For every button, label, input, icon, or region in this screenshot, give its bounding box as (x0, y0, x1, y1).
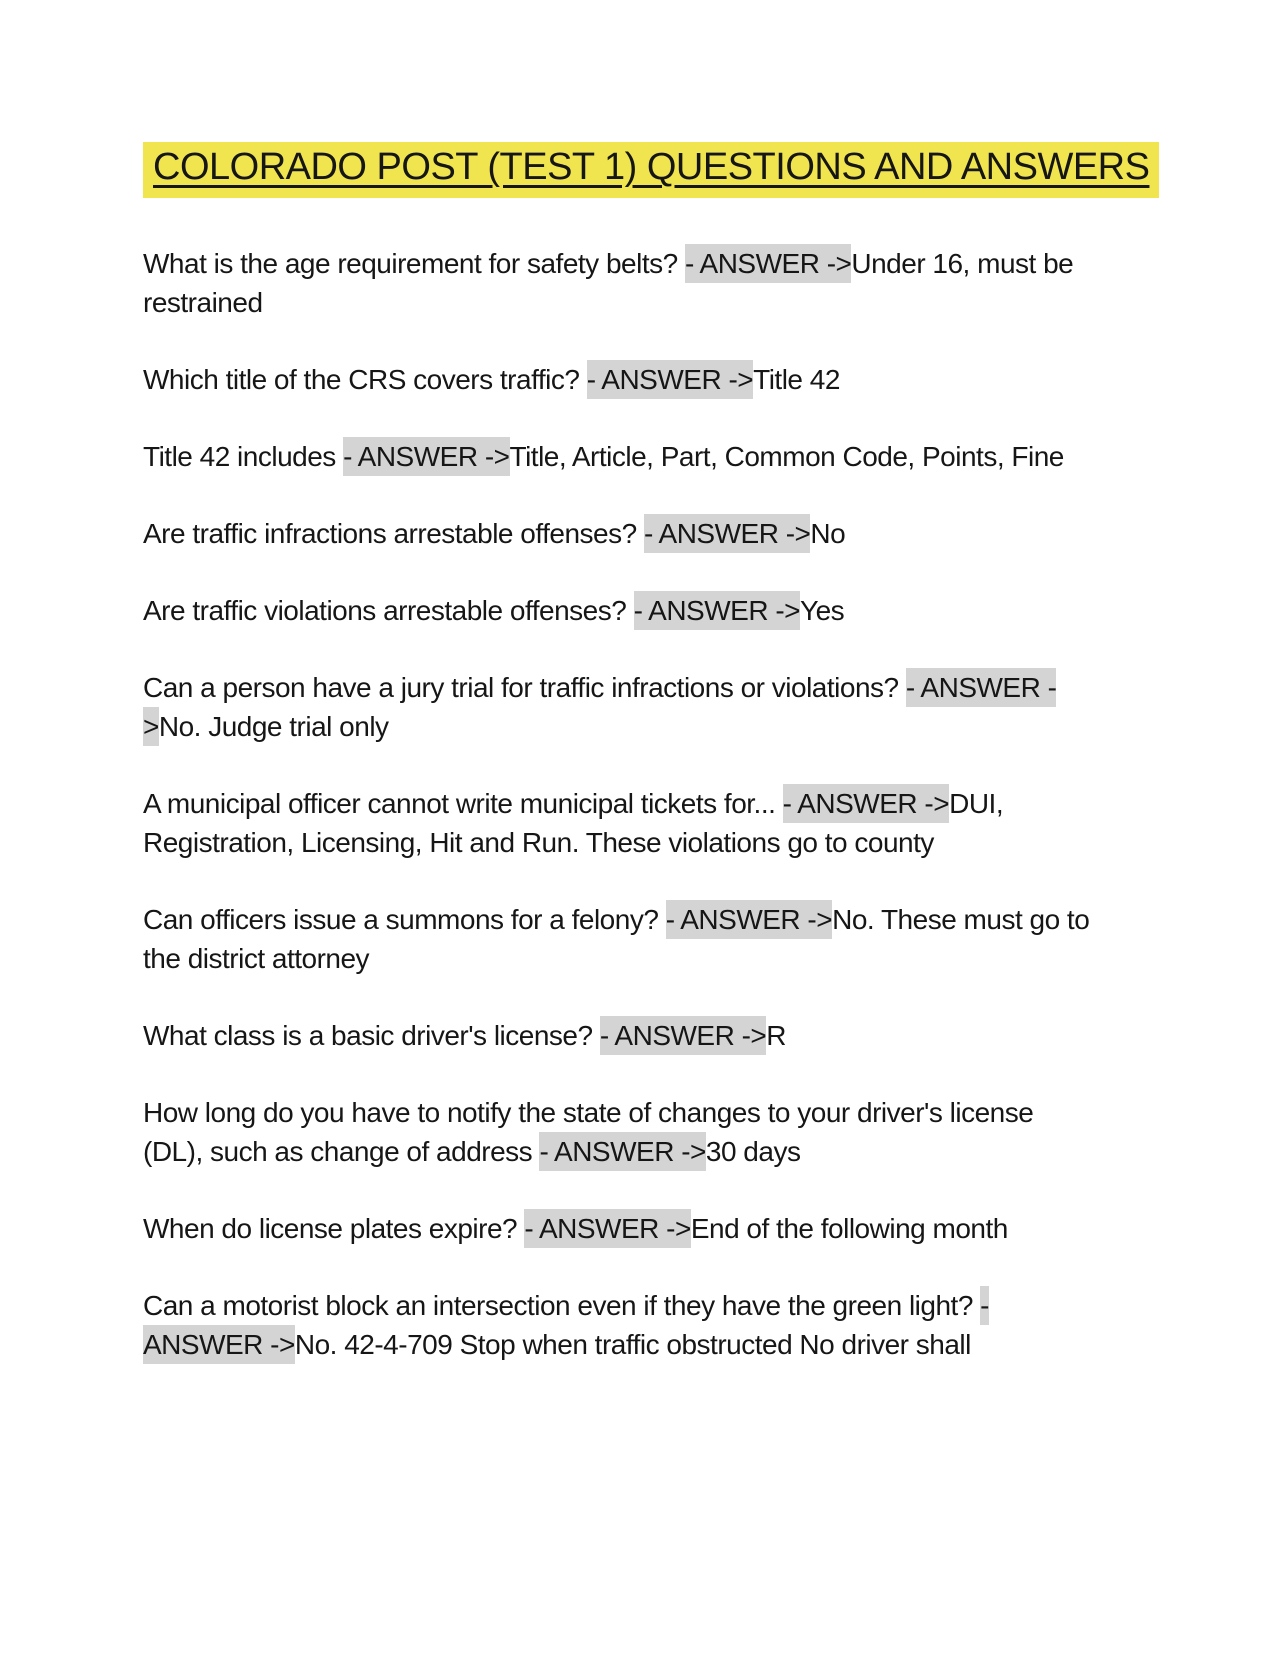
question-text: Are traffic violations arrestable offenses? (143, 595, 634, 626)
answer-marker-highlight: - ANSWER -> (600, 1016, 766, 1055)
answer-text: No. These must go to the district attorney (143, 904, 1090, 974)
answer-text: No. 42-4-709 Stop when traffic obstructed No driver shall (294, 1329, 971, 1360)
qa-list (143, 244, 1095, 1364)
answer-marker-highlight: - ANSWER -> (685, 244, 851, 283)
qa-paragraph (143, 437, 1095, 476)
qa-paragraph (143, 514, 1095, 553)
question-text: Are traffic infractions arrestable offenses? (143, 518, 644, 549)
answer-marker-highlight: - ANSWER -> (783, 784, 949, 823)
question-text: What class is a basic driver's license? (143, 1020, 600, 1051)
answer-text: Title 42 (753, 364, 840, 395)
document-content (143, 142, 1150, 1402)
answer-marker-highlight: - ANSWER -> (143, 668, 1056, 746)
question-text: What is the age requirement for safety belts? (143, 248, 685, 279)
answer-text: Under 16, must be restrained (143, 248, 1074, 318)
qa-paragraph (143, 1093, 1095, 1171)
answer-marker-highlight: - ANSWER -> (634, 591, 800, 630)
page-title: COLORADO POST (TEST 1) QUESTIONS AND ANSWERS (143, 142, 1159, 198)
question-text: Can a motorist block an intersection even if they have the green light? (143, 1290, 981, 1321)
qa-paragraph (143, 900, 1095, 978)
answer-marker-highlight: - ANSWER -> (343, 437, 509, 476)
qa-paragraph (143, 1209, 1095, 1248)
answer-text: Yes (800, 595, 845, 626)
qa-paragraph (143, 784, 1095, 862)
question-text: Which title of the CRS covers traffic? (143, 364, 587, 395)
answer-text: DUI, Registration, Licensing, Hit and Run. These violations go to county (143, 788, 1004, 858)
answer-marker-highlight: - ANSWER -> (143, 1286, 989, 1364)
question-text: When do license plates expire? (143, 1213, 525, 1244)
answer-marker-highlight: - ANSWER -> (666, 900, 832, 939)
answer-text: No. Judge trial only (158, 711, 389, 742)
answer-marker-highlight: - ANSWER -> (524, 1209, 690, 1248)
qa-paragraph (143, 1016, 1095, 1055)
answer-text: No (810, 518, 846, 549)
answer-marker-highlight: - ANSWER -> (539, 1132, 705, 1171)
question-text: Can a person have a jury trial for traffic infractions or violations? (143, 672, 906, 703)
answer-marker-highlight: - ANSWER -> (587, 360, 753, 399)
question-text: How long do you have to notify the state of changes to your driver's license (DL), such as change of address (143, 1097, 1034, 1167)
question-text: A municipal officer cannot write municipal tickets for... (143, 788, 783, 819)
question-text: Can officers issue a summons for a felony? (143, 904, 666, 935)
qa-paragraph (143, 591, 1095, 630)
answer-marker-highlight: - ANSWER -> (644, 514, 810, 553)
qa-paragraph (143, 1286, 1095, 1364)
qa-paragraph (143, 244, 1095, 322)
title-row (143, 142, 1150, 198)
answer-text: Title, Article, Part, Common Code, Points, Fine (509, 441, 1064, 472)
qa-paragraph (143, 668, 1095, 746)
question-text: Title 42 includes (143, 441, 344, 472)
answer-text: 30 days (705, 1136, 801, 1167)
answer-text: End of the following month (690, 1213, 1008, 1244)
answer-text: R (766, 1020, 787, 1051)
qa-paragraph (143, 360, 1095, 399)
